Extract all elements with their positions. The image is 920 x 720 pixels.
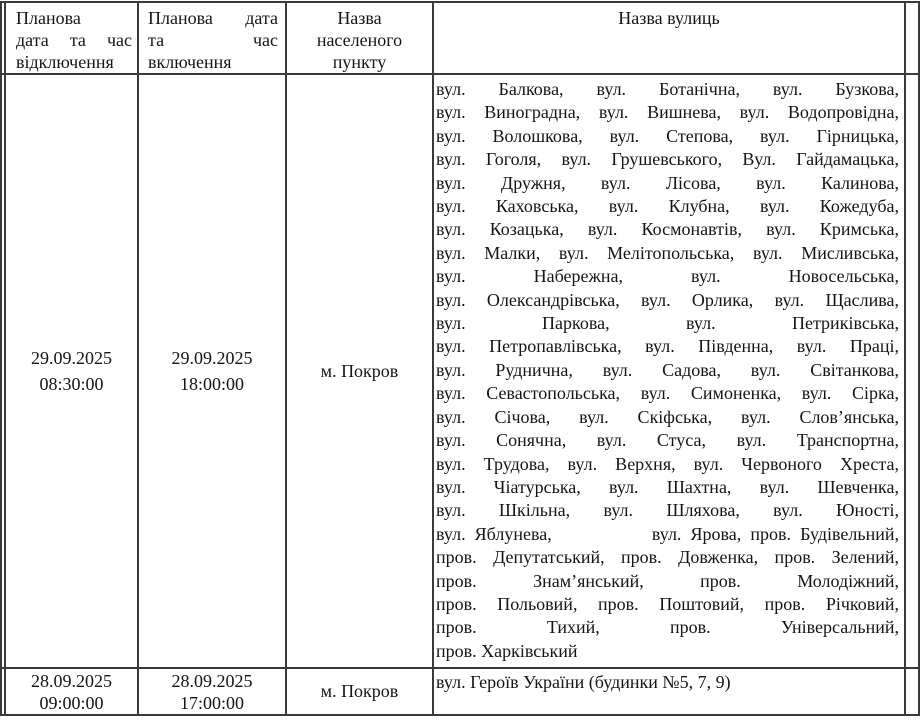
text-line: та час xyxy=(148,30,278,50)
off-date-text: 28.09.2025 xyxy=(31,670,112,691)
outages-table xyxy=(0,1,920,716)
text-line: Назва xyxy=(337,8,382,28)
text-line: вул. Набережна, вул. Новосельська, xyxy=(436,266,899,287)
streets-cell xyxy=(433,74,905,668)
text-line: вул. Каховська, вул. Клубна, вул. Кожедуба, xyxy=(436,196,899,217)
settlement-cell xyxy=(286,668,433,715)
text-line: вул. Малки, вул. Мелітопольська, вул. Мисливська, xyxy=(436,242,899,263)
text-line: пункту xyxy=(332,52,387,72)
text-line: вул. Дружня, вул. Лісова, вул. Калинова, xyxy=(436,172,899,193)
outage-row xyxy=(1,668,919,715)
off-time-text: 08:30:00 xyxy=(39,374,104,394)
text-line: пров. Польовий, пров. Поштовий, пров. Річковий, xyxy=(436,593,899,614)
off-time-text: 09:00:00 xyxy=(39,692,104,713)
text-line: пров. Знам’янський, пров. Молодіжний, xyxy=(436,570,899,591)
text-line: вул. Трудова, вул. Верхня, вул. Червоного Хреста, xyxy=(436,453,899,474)
on-date-text: 29.09.2025 xyxy=(171,348,253,368)
off-datetime-cell xyxy=(5,668,138,715)
on-datetime-cell xyxy=(138,668,286,715)
text-line: вул. Гоголя, вул. Грушевського, Вул. Гайдамацька, xyxy=(436,149,899,170)
text-line: вул. Січова, вул. Скіфська, вул. Слов’янська, xyxy=(436,406,899,427)
on-datetime-cell xyxy=(138,74,286,668)
text-line: вул. Сонячна, вул. Стуса, вул. Транспортна, xyxy=(436,430,899,451)
on-time-text: 17:00:00 xyxy=(179,692,244,713)
text-line: вул. Чіатурська, вул. Шахтна, вул. Шевченка, xyxy=(436,476,899,497)
on-date-text: 28.09.2025 xyxy=(171,670,253,691)
settlement-cell xyxy=(286,74,433,668)
right-margin-cell xyxy=(905,2,919,74)
text-line: вул. Руднична, вул. Садова, вул. Світанкова, xyxy=(436,359,899,380)
header-cell-streets xyxy=(433,2,905,74)
text-line: пров. Депутатський, пров. Довженка, пров. Зелений, xyxy=(436,547,899,568)
text-line: Планова xyxy=(16,8,81,28)
text-line: вул. Олександрівська, вул. Орлика, вул. Щаслива, xyxy=(436,289,899,310)
text-line: Планова дата xyxy=(148,8,278,28)
text-line: вул. Петропавлівська, вул. Південна, вул. Праці, xyxy=(436,336,899,357)
text-line: вул. Героїв України (будинки №5, 7, 9) xyxy=(436,672,731,692)
settlement-text: м. Покров xyxy=(320,681,399,701)
right-margin-cell xyxy=(905,74,919,668)
streets-cell xyxy=(433,668,905,715)
off-datetime-cell xyxy=(5,74,138,668)
text-line: дата та час xyxy=(16,30,132,50)
on-time-text: 18:00:00 xyxy=(179,374,244,394)
text-line: пров. Харківський xyxy=(436,640,578,661)
header-streets-label: Назва вулиць xyxy=(618,8,720,28)
text-line: вул. Яблунева, вул. Ярова, пров. Будівельний, xyxy=(436,523,899,544)
outage-row xyxy=(1,74,919,668)
text-line: вул. Севастопольська, вул. Симоненка, вул. Сірка, xyxy=(436,383,899,404)
header-cell-off-datetime xyxy=(5,2,138,74)
text-line: вул. Паркова, вул. Петриківська, xyxy=(436,313,899,334)
text-line: населеного xyxy=(316,30,403,50)
settlement-text: м. Покров xyxy=(320,360,399,381)
text-line: вул. Волошкова, вул. Степова, вул. Гірницька, xyxy=(436,125,899,146)
text-line: вул. Козацька, вул. Космонавтів, вул. Кримська, xyxy=(436,219,899,240)
header-cell-on-datetime xyxy=(138,2,286,74)
text-line: включення xyxy=(148,52,232,72)
text-line: вул. Виноградна, вул. Вишнева, вул. Водопровідна, xyxy=(436,102,899,123)
text-line: вул. Шкільна, вул. Шляхова, вул. Юності, xyxy=(436,500,899,521)
header-row xyxy=(1,2,919,74)
off-date-text: 29.09.2025 xyxy=(31,348,112,368)
right-margin-cell xyxy=(905,668,919,715)
text-line: пров. Тихий, пров. Універсальний, xyxy=(436,617,899,638)
header-cell-settlement xyxy=(286,2,433,74)
text-line: вул. Балкова, вул. Ботанічна, вул. Бузкова, xyxy=(436,79,899,99)
text-line: відключення xyxy=(16,52,114,72)
